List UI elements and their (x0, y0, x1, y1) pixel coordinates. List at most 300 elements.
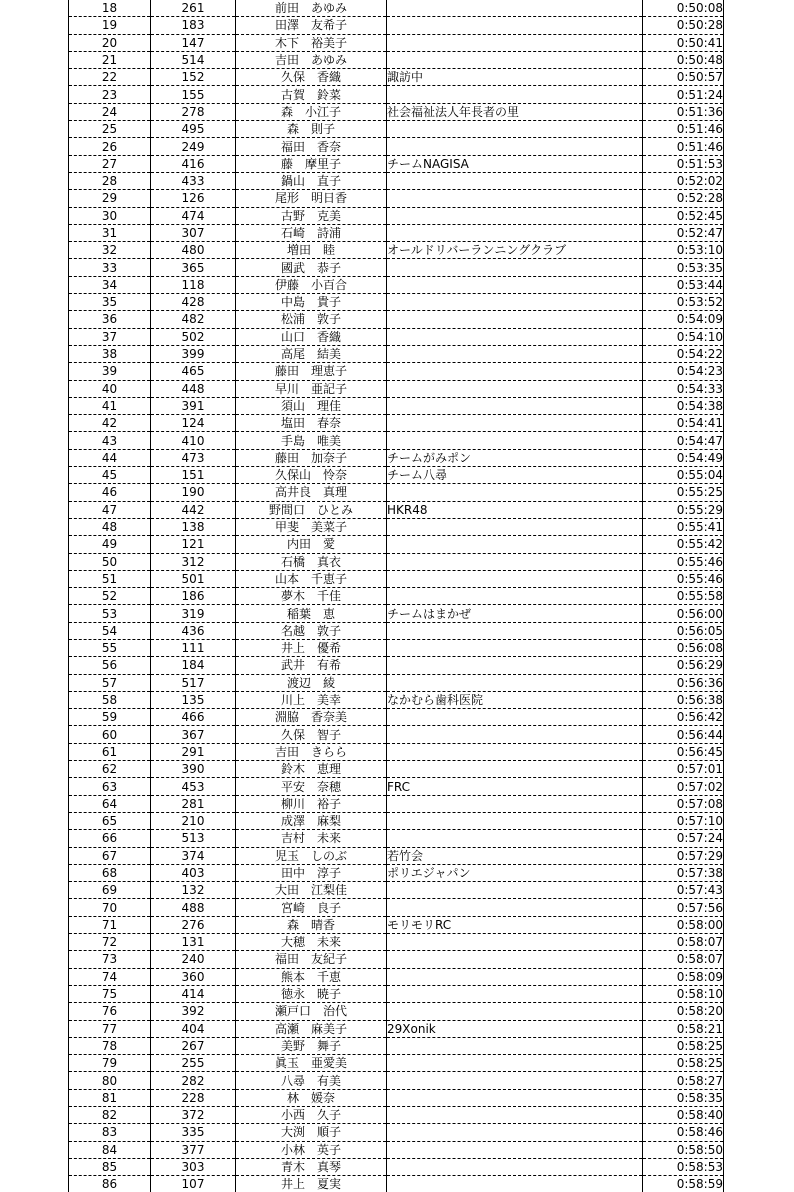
rank-cell: 80 (69, 1072, 151, 1089)
table-row (69, 605, 724, 622)
rank-cell: 47 (69, 501, 151, 518)
team-cell (387, 812, 643, 829)
finish-time-cell: 0:50:08 (643, 0, 724, 17)
table-row (69, 86, 724, 103)
table-row (69, 934, 724, 951)
table-row (69, 69, 724, 86)
runner-name-cell: 八尋 有美 (236, 1072, 387, 1089)
table-row (69, 812, 724, 829)
finish-time-cell: 0:58:21 (643, 1020, 724, 1037)
runner-name-cell: 久保 香織 (236, 69, 387, 86)
bib-cell: 135 (151, 691, 236, 708)
runner-name-cell: 小林 英子 (236, 1141, 387, 1158)
bib-cell: 291 (151, 743, 236, 760)
finish-time-cell: 0:54:49 (643, 449, 724, 466)
rank-cell: 76 (69, 1003, 151, 1020)
runner-name-cell: 夢木 千佳 (236, 588, 387, 605)
rank-cell: 44 (69, 449, 151, 466)
rank-cell: 39 (69, 363, 151, 380)
finish-time-cell: 0:57:38 (643, 864, 724, 881)
rank-cell: 49 (69, 536, 151, 553)
rank-cell: 18 (69, 0, 151, 17)
runner-name-cell: 塩田 春奈 (236, 415, 387, 432)
finish-time-cell: 0:50:48 (643, 51, 724, 68)
team-cell (387, 588, 643, 605)
team-cell: 社会福祉法人年長者の里 (387, 103, 643, 120)
finish-time-cell: 0:57:02 (643, 778, 724, 795)
runner-name-cell: 田中 淳子 (236, 864, 387, 881)
finish-time-cell: 0:54:09 (643, 311, 724, 328)
rank-cell: 38 (69, 345, 151, 362)
table-row (69, 795, 724, 812)
table-row (69, 882, 724, 899)
rank-cell: 35 (69, 294, 151, 311)
finish-time-cell: 0:56:08 (643, 639, 724, 656)
bib-cell: 111 (151, 639, 236, 656)
team-cell (387, 259, 643, 276)
table-row (69, 328, 724, 345)
runner-name-cell: 鍋山 直子 (236, 172, 387, 189)
runner-name-cell: 武井 有希 (236, 657, 387, 674)
table-row (69, 17, 724, 34)
bib-cell: 155 (151, 86, 236, 103)
table-row (69, 380, 724, 397)
table-row (69, 518, 724, 535)
finish-time-cell: 0:57:10 (643, 812, 724, 829)
team-cell (387, 380, 643, 397)
table-row (69, 1176, 724, 1192)
team-cell (387, 657, 643, 674)
rank-cell: 75 (69, 985, 151, 1002)
team-cell (387, 830, 643, 847)
table-row (69, 51, 724, 68)
finish-time-cell: 0:52:45 (643, 207, 724, 224)
bib-cell: 261 (151, 0, 236, 17)
rank-cell: 31 (69, 224, 151, 241)
runner-name-cell: 美野 舞子 (236, 1037, 387, 1054)
team-cell (387, 432, 643, 449)
bib-cell: 488 (151, 899, 236, 916)
bib-cell: 121 (151, 536, 236, 553)
bib-cell: 152 (151, 69, 236, 86)
rank-cell: 79 (69, 1055, 151, 1072)
bib-cell: 501 (151, 570, 236, 587)
runner-name-cell: 児玉 しのぶ (236, 847, 387, 864)
bib-cell: 436 (151, 622, 236, 639)
team-cell (387, 328, 643, 345)
runner-name-cell: 大田 江梨佳 (236, 882, 387, 899)
bib-cell: 282 (151, 1072, 236, 1089)
bib-cell: 428 (151, 294, 236, 311)
finish-time-cell: 0:55:58 (643, 588, 724, 605)
finish-time-cell: 0:57:08 (643, 795, 724, 812)
bib-cell: 360 (151, 968, 236, 985)
finish-time-cell: 0:58:59 (643, 1176, 724, 1192)
table-row (69, 899, 724, 916)
runner-name-cell: 松浦 敦子 (236, 311, 387, 328)
runner-name-cell: 藤田 加奈子 (236, 449, 387, 466)
bib-cell: 255 (151, 1055, 236, 1072)
team-cell (387, 761, 643, 778)
runner-name-cell: 大穂 未来 (236, 934, 387, 951)
finish-time-cell: 0:57:29 (643, 847, 724, 864)
finish-time-cell: 0:58:20 (643, 1003, 724, 1020)
team-cell (387, 345, 643, 362)
team-cell (387, 311, 643, 328)
rank-cell: 59 (69, 709, 151, 726)
runner-name-cell: 名越 敦子 (236, 622, 387, 639)
table-row (69, 588, 724, 605)
table-row (69, 242, 724, 259)
team-cell: 29Xonik (387, 1020, 643, 1037)
team-cell: なかむら歯科医院 (387, 691, 643, 708)
bib-cell: 312 (151, 553, 236, 570)
runner-name-cell: 宮崎 良子 (236, 899, 387, 916)
finish-time-cell: 0:54:41 (643, 415, 724, 432)
rank-cell: 56 (69, 657, 151, 674)
finish-time-cell: 0:55:29 (643, 501, 724, 518)
table-row (69, 864, 724, 881)
finish-time-cell: 0:54:38 (643, 397, 724, 414)
table-row (69, 726, 724, 743)
table-row (69, 570, 724, 587)
rank-cell: 45 (69, 467, 151, 484)
finish-time-cell: 0:50:57 (643, 69, 724, 86)
rank-cell: 85 (69, 1158, 151, 1175)
finish-time-cell: 0:52:47 (643, 224, 724, 241)
table-row (69, 276, 724, 293)
results-sheet (68, 0, 722, 1192)
rank-cell: 43 (69, 432, 151, 449)
finish-time-cell: 0:58:50 (643, 1141, 724, 1158)
finish-time-cell: 0:58:00 (643, 916, 724, 933)
rank-cell: 51 (69, 570, 151, 587)
bib-cell: 514 (151, 51, 236, 68)
runner-name-cell: 稲葉 恵 (236, 605, 387, 622)
team-cell: チームがみポン (387, 449, 643, 466)
team-cell (387, 570, 643, 587)
bib-cell: 107 (151, 1176, 236, 1192)
rank-cell: 82 (69, 1107, 151, 1124)
finish-time-cell: 0:51:46 (643, 121, 724, 138)
rank-cell: 58 (69, 691, 151, 708)
table-row (69, 34, 724, 51)
team-cell (387, 709, 643, 726)
runner-name-cell: 高尾 結美 (236, 345, 387, 362)
rank-cell: 42 (69, 415, 151, 432)
runner-name-cell: 青木 真琴 (236, 1158, 387, 1175)
bib-cell: 118 (151, 276, 236, 293)
table-row (69, 639, 724, 656)
bib-cell: 335 (151, 1124, 236, 1141)
bib-cell: 466 (151, 709, 236, 726)
table-row (69, 224, 724, 241)
table-row (69, 0, 724, 17)
table-row (69, 674, 724, 691)
table-row (69, 294, 724, 311)
bib-cell: 210 (151, 812, 236, 829)
bib-cell: 410 (151, 432, 236, 449)
team-cell (387, 1072, 643, 1089)
bib-cell: 404 (151, 1020, 236, 1037)
team-cell (387, 882, 643, 899)
finish-time-cell: 0:54:22 (643, 345, 724, 362)
bib-cell: 228 (151, 1089, 236, 1106)
results-body (69, 0, 724, 1192)
team-cell (387, 17, 643, 34)
team-cell (387, 536, 643, 553)
finish-time-cell: 0:58:27 (643, 1072, 724, 1089)
rank-cell: 70 (69, 899, 151, 916)
bib-cell: 442 (151, 501, 236, 518)
bib-cell: 240 (151, 951, 236, 968)
finish-time-cell: 0:51:36 (643, 103, 724, 120)
bib-cell: 414 (151, 985, 236, 1002)
bib-cell: 480 (151, 242, 236, 259)
finish-time-cell: 0:54:10 (643, 328, 724, 345)
table-row (69, 1037, 724, 1054)
bib-cell: 372 (151, 1107, 236, 1124)
rank-cell: 83 (69, 1124, 151, 1141)
table-row (69, 397, 724, 414)
bib-cell: 495 (151, 121, 236, 138)
rank-cell: 77 (69, 1020, 151, 1037)
runner-name-cell: 吉田 きらら (236, 743, 387, 760)
bib-cell: 517 (151, 674, 236, 691)
finish-time-cell: 0:51:46 (643, 138, 724, 155)
finish-time-cell: 0:53:35 (643, 259, 724, 276)
team-cell (387, 726, 643, 743)
bib-cell: 151 (151, 467, 236, 484)
table-row (69, 345, 724, 362)
team-cell: 諏訪中 (387, 69, 643, 86)
rank-cell: 54 (69, 622, 151, 639)
rank-cell: 34 (69, 276, 151, 293)
runner-name-cell: 伊藤 小百合 (236, 276, 387, 293)
finish-time-cell: 0:56:42 (643, 709, 724, 726)
team-cell: オールドリバーランニングクラブ (387, 242, 643, 259)
table-row (69, 968, 724, 985)
team-cell (387, 968, 643, 985)
table-row (69, 103, 724, 120)
team-cell: チームはまかぜ (387, 605, 643, 622)
table-row (69, 1055, 724, 1072)
runner-name-cell: 山本 千恵子 (236, 570, 387, 587)
runner-name-cell: 木下 裕美子 (236, 34, 387, 51)
team-cell (387, 1055, 643, 1072)
runner-name-cell: 須山 理佳 (236, 397, 387, 414)
finish-time-cell: 0:58:10 (643, 985, 724, 1002)
runner-name-cell: 鈴木 恵理 (236, 761, 387, 778)
runner-name-cell: 森 小江子 (236, 103, 387, 120)
runner-name-cell: 國武 恭子 (236, 259, 387, 276)
team-cell (387, 1141, 643, 1158)
team-cell (387, 294, 643, 311)
finish-time-cell: 0:51:53 (643, 155, 724, 172)
bib-cell: 502 (151, 328, 236, 345)
rank-cell: 81 (69, 1089, 151, 1106)
finish-time-cell: 0:55:46 (643, 553, 724, 570)
bib-cell: 124 (151, 415, 236, 432)
table-row (69, 1072, 724, 1089)
bib-cell: 392 (151, 1003, 236, 1020)
rank-cell: 27 (69, 155, 151, 172)
bib-cell: 131 (151, 934, 236, 951)
rank-cell: 68 (69, 864, 151, 881)
team-cell: チーム八尋 (387, 467, 643, 484)
table-row (69, 657, 724, 674)
rank-cell: 66 (69, 830, 151, 847)
bib-cell: 281 (151, 795, 236, 812)
finish-time-cell: 0:56:36 (643, 674, 724, 691)
rank-cell: 60 (69, 726, 151, 743)
runner-name-cell: 古賀 鈴菜 (236, 86, 387, 103)
runner-name-cell: 石橋 真衣 (236, 553, 387, 570)
table-row (69, 553, 724, 570)
runner-name-cell: 石崎 詩浦 (236, 224, 387, 241)
bib-cell: 278 (151, 103, 236, 120)
runner-name-cell: 久保 智子 (236, 726, 387, 743)
finish-time-cell: 0:58:46 (643, 1124, 724, 1141)
table-row (69, 121, 724, 138)
bib-cell: 465 (151, 363, 236, 380)
table-row (69, 536, 724, 553)
finish-time-cell: 0:54:23 (643, 363, 724, 380)
table-row (69, 207, 724, 224)
finish-time-cell: 0:54:47 (643, 432, 724, 449)
team-cell (387, 622, 643, 639)
rank-cell: 24 (69, 103, 151, 120)
finish-time-cell: 0:57:24 (643, 830, 724, 847)
runner-name-cell: 川上 美幸 (236, 691, 387, 708)
finish-time-cell: 0:55:04 (643, 467, 724, 484)
bib-cell: 474 (151, 207, 236, 224)
runner-name-cell: 森 則子 (236, 121, 387, 138)
rank-cell: 33 (69, 259, 151, 276)
bib-cell: 186 (151, 588, 236, 605)
bib-cell: 482 (151, 311, 236, 328)
rank-cell: 20 (69, 34, 151, 51)
rank-cell: 23 (69, 86, 151, 103)
team-cell (387, 138, 643, 155)
table-row (69, 415, 724, 432)
bib-cell: 183 (151, 17, 236, 34)
rank-cell: 40 (69, 380, 151, 397)
runner-name-cell: 田澤 友希子 (236, 17, 387, 34)
runner-name-cell: 手島 唯美 (236, 432, 387, 449)
finish-time-cell: 0:58:35 (643, 1089, 724, 1106)
finish-time-cell: 0:58:07 (643, 951, 724, 968)
table-row (69, 916, 724, 933)
rank-cell: 72 (69, 934, 151, 951)
rank-cell: 19 (69, 17, 151, 34)
table-row (69, 743, 724, 760)
bib-cell: 365 (151, 259, 236, 276)
team-cell (387, 1089, 643, 1106)
team-cell: ポリエジャパン (387, 864, 643, 881)
table-row (69, 501, 724, 518)
finish-time-cell: 0:58:07 (643, 934, 724, 951)
finish-time-cell: 0:57:56 (643, 899, 724, 916)
bib-cell: 374 (151, 847, 236, 864)
bib-cell: 448 (151, 380, 236, 397)
bib-cell: 433 (151, 172, 236, 189)
runner-name-cell: 山口 香織 (236, 328, 387, 345)
runner-name-cell: 大渕 順子 (236, 1124, 387, 1141)
table-row (69, 1089, 724, 1106)
bib-cell: 147 (151, 34, 236, 51)
rank-cell: 30 (69, 207, 151, 224)
table-row (69, 709, 724, 726)
table-row (69, 155, 724, 172)
finish-time-cell: 0:52:28 (643, 190, 724, 207)
runner-name-cell: 早川 亜記子 (236, 380, 387, 397)
bib-cell: 249 (151, 138, 236, 155)
runner-name-cell: 眞玉 亜愛美 (236, 1055, 387, 1072)
rank-cell: 21 (69, 51, 151, 68)
team-cell (387, 0, 643, 17)
team-cell (387, 224, 643, 241)
bib-cell: 473 (151, 449, 236, 466)
rank-cell: 41 (69, 397, 151, 414)
table-row (69, 467, 724, 484)
rank-cell: 86 (69, 1176, 151, 1192)
runner-name-cell: 藤 摩里子 (236, 155, 387, 172)
bib-cell: 184 (151, 657, 236, 674)
rank-cell: 37 (69, 328, 151, 345)
table-row (69, 830, 724, 847)
table-row (69, 778, 724, 795)
runner-name-cell: 林 媛奈 (236, 1089, 387, 1106)
table-row (69, 847, 724, 864)
runner-name-cell: 小西 久子 (236, 1107, 387, 1124)
finish-time-cell: 0:55:42 (643, 536, 724, 553)
team-cell (387, 190, 643, 207)
runner-name-cell: 井上 夏実 (236, 1176, 387, 1192)
team-cell (387, 51, 643, 68)
rank-cell: 73 (69, 951, 151, 968)
bib-cell: 132 (151, 882, 236, 899)
rank-cell: 32 (69, 242, 151, 259)
rank-cell: 57 (69, 674, 151, 691)
runner-name-cell: 藤田 理恵子 (236, 363, 387, 380)
finish-time-cell: 0:58:53 (643, 1158, 724, 1175)
rank-cell: 48 (69, 518, 151, 535)
team-cell: チームNAGISA (387, 155, 643, 172)
team-cell (387, 639, 643, 656)
runner-name-cell: 渡辺 綾 (236, 674, 387, 691)
team-cell (387, 1003, 643, 1020)
bib-cell: 319 (151, 605, 236, 622)
runner-name-cell: 前田 あゆみ (236, 0, 387, 17)
bib-cell: 367 (151, 726, 236, 743)
finish-time-cell: 0:56:29 (643, 657, 724, 674)
bib-cell: 403 (151, 864, 236, 881)
runner-name-cell: 淵脇 香奈美 (236, 709, 387, 726)
rank-cell: 65 (69, 812, 151, 829)
table-row (69, 1107, 724, 1124)
team-cell: 若竹会 (387, 847, 643, 864)
finish-time-cell: 0:51:24 (643, 86, 724, 103)
rank-cell: 53 (69, 605, 151, 622)
team-cell: モリモリRC (387, 916, 643, 933)
finish-time-cell: 0:55:25 (643, 484, 724, 501)
finish-time-cell: 0:57:01 (643, 761, 724, 778)
table-row (69, 1141, 724, 1158)
bib-cell: 276 (151, 916, 236, 933)
table-row (69, 1020, 724, 1037)
rank-cell: 67 (69, 847, 151, 864)
